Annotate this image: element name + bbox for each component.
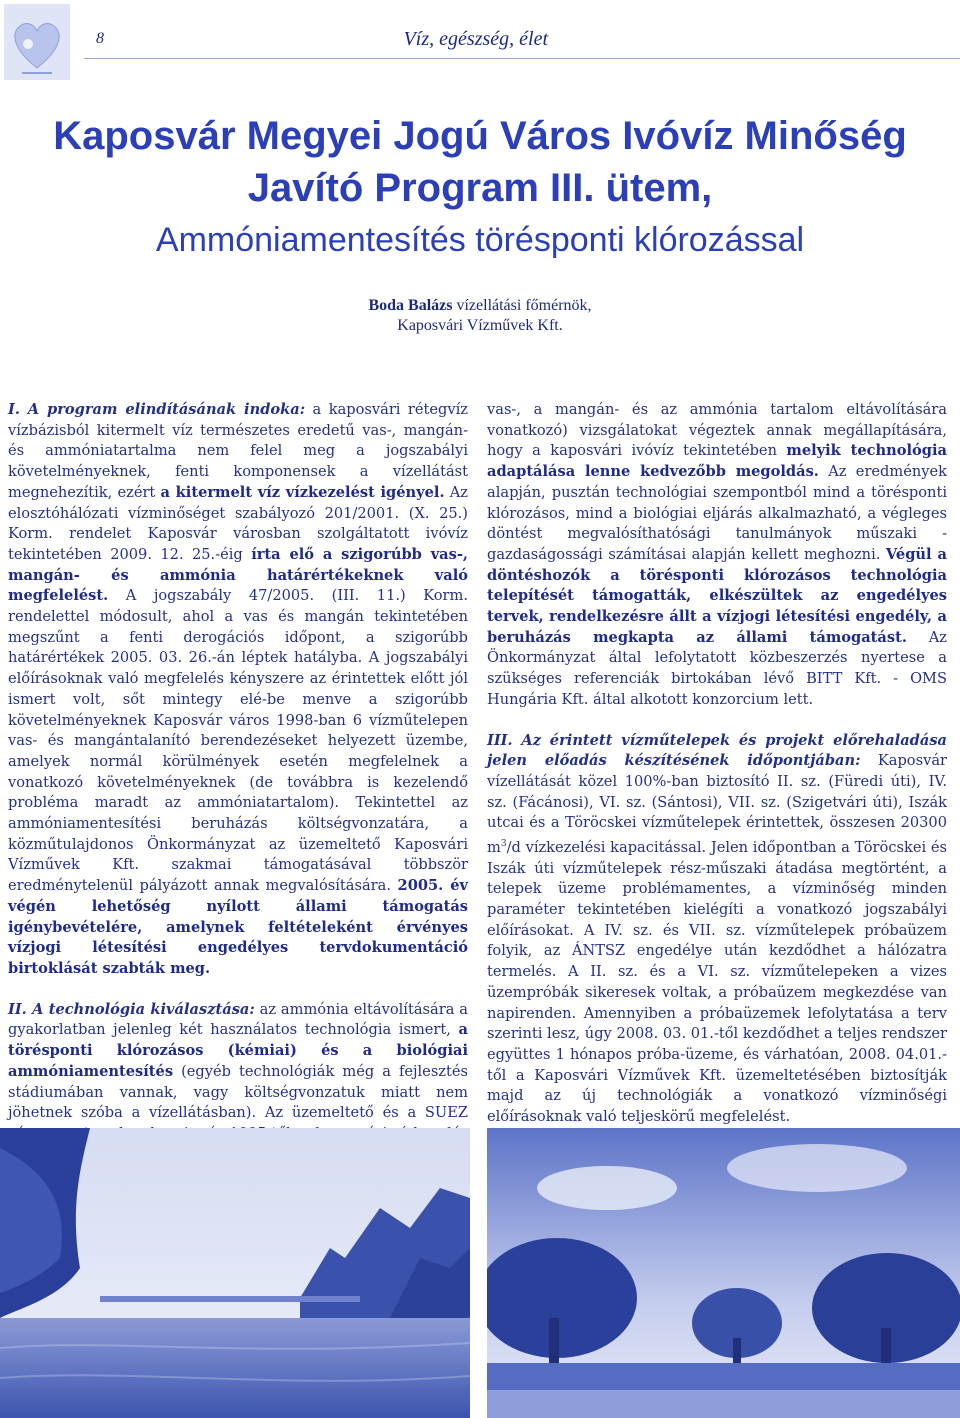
body-text: Az eredmények alapján, pusztán technológiai szempontból mind a törésponti klórozásos, mind a biológiai eljárás alkalmazható, a végleges döntést megvalósíthatósági tanulmányok műszaki - gazdaságossági számításai alapján kellett meghozni. bbox=[487, 463, 947, 563]
byline bbox=[0, 296, 960, 336]
superscript: 3 bbox=[500, 839, 507, 850]
emphasis-text: melyik technológia adaptálása lenne kedvezőbb megoldás. bbox=[487, 442, 947, 481]
section-2-continued-paragraph bbox=[487, 400, 947, 711]
body-text: A jogszabály 47/2005. (III. 11.) Korm. rendelettel módosult, ahol a vas és mangán tekintetében megszűnt a fenti derogációs időpont, a szigorúbb határértékek 2005. 03. 26.-án léptek hatályba. A jogszabályi előírásoknak való megfelelés kényszere az érintettek előtt jól ismert volt, sőt mintegy elé-be menve a szigorúbb követelményeknek Kaposvár város 1998-ban 6 vízműtelepen vas- és mangántalanító berendezéseket helyezett üzembe, amelyek normál körülmények esetén megfelelnek a vonatkozó követelményeknek (de továbbra is kezelendő probléma maradt az ammóniatartalom). Tekintettel az ammóniamentesítési beruházás költségvonzatára, a közműtulajdonos Önkormányzat az üzemeltető Kaposvári Vízművek Kft. szakmai támogatásával többször eredménytelenül pályázott annak megvalósítására. bbox=[8, 587, 468, 895]
body-text: az ammónia eltávolítására a gyakorlatban jelenleg két használatos technológia ismert, bbox=[8, 1000, 468, 1039]
left-column bbox=[8, 400, 468, 1165]
page-number: 8 bbox=[96, 30, 104, 47]
emphasis-text: 2005. év végén lehetőség nyílott állami támogatás igénybevételére, amelynek feltételeként érvényes vízjogi létesítési engedélyes tervdokumentáció birtoklását szabták meg. bbox=[8, 877, 469, 977]
body-text: (egyéb technológiák még a fejlesztés stádiumában vannak, vagy költségvonzatuk miatt nem jöhetnek szóba a vízellátásban). Az üzemeltető és a SUEZ bbox=[8, 1062, 468, 1122]
body-text: /d vízkezelési kapacitással. Jelen időpontban a Töröcskei és Iszák úti vízműtelepek rész-műszaki átadása megtörtént, a telepek üzeme problémamentes, a vízminőség minden paraméter tekintetében kielégíti a vonatkozó jogszabályi előírásokat. A IV. sz. és VII. sz. vízműtelepek próbaüzem folyik, az ÁNTSZ engedélye után kezdődhet a hálózatra termelés. A II. sz. és a VI. sz. vízműtelepeken a vizes üzempróbák sikeresek voltak, a próbaüzem megkezdése van napirenden. Amennyiben a próbaüzemek lefolytatása a terv szerinti lesz, úgy 2008. 03. 01.-től kezdődhet a teljes rendszer együttes 1 hónapos próba-üzeme, és várhatóan, 2008. 04.01.-től a Kaposvári Vízművek Kft. üzemeltetésében biztosítják majd az új technológiák a vonatkozó vízminőségi előírásoknak való teljeskörű megfelelést. bbox=[487, 838, 947, 1126]
running-title: Víz, egészség, élet bbox=[403, 28, 548, 50]
body-text: vas-, a mangán- és az ammónia tartalom eltávolítására vonatkozó) vizsgálatokat végeztek annak megállapítására, hogy a kaposvári ivóvíz tekintetében bbox=[487, 401, 947, 460]
author-organization: Kaposvári Vízművek Kft. bbox=[397, 317, 563, 334]
logo bbox=[4, 4, 70, 80]
emphasis-text: a törésponti klórozásos (kémiai) és a biológiai ammóniamentesítés bbox=[8, 1021, 468, 1080]
title-line-1: Kaposvár Megyei Jogú Város Ivóvíz Minőség bbox=[53, 114, 907, 158]
body-text: Kaposvár vízellátását közel 100%-ban biztosító II. sz. (Füredi úti), IV. sz. (Fácánosi), VI. sz. (Sántosi), VII. sz. (Szigetvári úti), Iszák utcai és a Töröcskei vízműtelepek érintettek, összesen 20300 m bbox=[487, 752, 947, 856]
body-text: Az elosztóhálózati vízminőséget szabályozó 201/2001. (X. 25.) Korm. rendelet Kaposvár városban szolgáltatott ivóvíz tekintetében 2009. 12. 25.-éig bbox=[8, 483, 468, 563]
section-1-paragraph bbox=[8, 400, 468, 980]
author-role: vízellátási főmérnök, bbox=[452, 297, 592, 314]
emphasis-text: a kitermelt víz vízkezelést igényel. bbox=[160, 483, 445, 501]
title-line-2: Javító Program III. ütem, bbox=[247, 166, 713, 210]
emphasis-text: Végül a döntéshozók a törésponti klórozásos technológia telepítését támogatták, elkészültek az engedélyes tervek, rendelkezésre állt a vízjogi létesítési engedély, a beruházás megkapta az állami támogatást. bbox=[487, 545, 947, 646]
title-line-3: Ammóniamentesítés törésponti klórozással bbox=[155, 221, 805, 259]
section-2-heading: II. A technológia kiválasztása: bbox=[8, 1000, 255, 1018]
right-column bbox=[487, 400, 947, 1128]
section-3-heading: III. Az érintett vízműtelepek és projekt előrehaladása jelen előadás készítésének időpontjában: bbox=[487, 731, 947, 770]
emphasis-text: írta elő a szigorúbb vas-, mangán- és ammónia határértékeknek való megfelelést. bbox=[8, 545, 468, 605]
header-divider bbox=[84, 58, 960, 59]
trees-photo bbox=[487, 1128, 960, 1418]
section-1-heading: I. A program elindításának indoka: bbox=[8, 401, 306, 418]
author-name: Boda Balázs bbox=[368, 297, 453, 314]
body-text: a kaposvári rétegvíz vízbázisból kitermelt víz természetes eredetű vas-, mangán- és ammóniatartalma nem felel meg a jogszabályi követelményeknek, fenti komponensek a vízellátást megnehezítik, ezért bbox=[8, 401, 468, 501]
body-text: Az Önkormányzat által lefolytatott közbeszerzés nyertese a szükséges referenciák birtokában lévő BITT Kft. - OMS Hungária Kft. által alkotott konzorcium lett. bbox=[487, 628, 947, 708]
section-3-paragraph bbox=[487, 731, 947, 1128]
river-photo bbox=[0, 1128, 470, 1418]
article-title bbox=[0, 110, 960, 266]
